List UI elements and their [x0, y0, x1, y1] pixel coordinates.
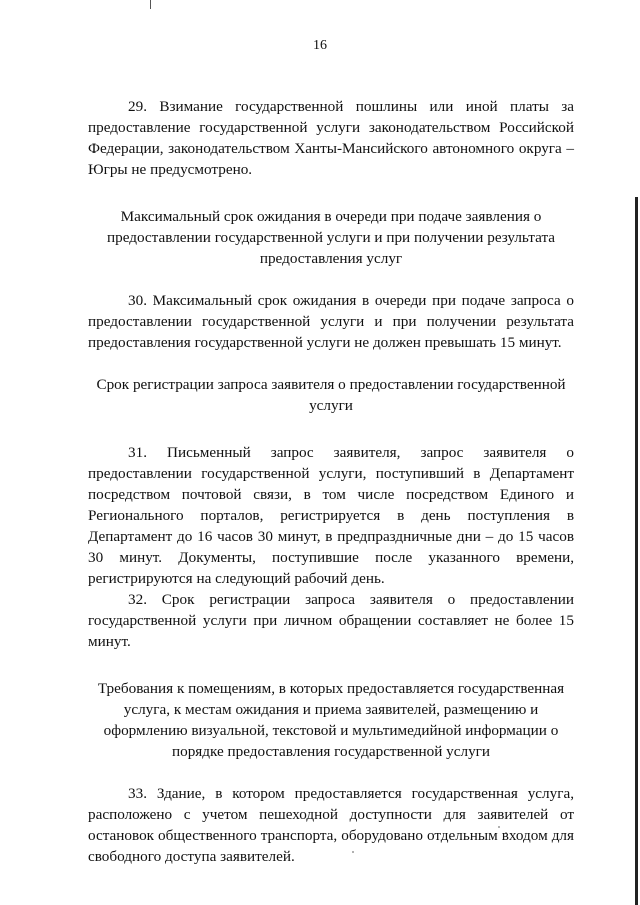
scan-edge-shadow — [635, 197, 638, 905]
document-body — [88, 96, 574, 867]
heading-line: Максимальный срок ожидания в очереди при подаче заявления о — [120, 208, 542, 225]
heading-line: предоставления услуг — [259, 250, 403, 267]
paragraph-29: 29. Взимание государственной пошлины или иной платы за предоставление государственной услуги законодательством Российской Федерации, законодательством Ханты-Мансийского автономного округа – Югры не предусмотрено. — [88, 98, 574, 178]
heading-line: оформлению визуальной, текстовой и мультимедийной информации о — [103, 722, 559, 739]
heading-line: Срок регистрации запроса заявителя о предоставлении государственной — [96, 376, 566, 393]
heading-line: предоставлении государственной услуги и при получении результата — [106, 229, 556, 246]
heading-registration-time — [88, 374, 574, 416]
heading-line: услуга, к местам ожидания и приема заявителей, размещению и — [123, 701, 539, 718]
page-number: 16 — [313, 38, 327, 53]
heading-line: Требования к помещениям, в которых предоставляется государственная — [97, 680, 565, 697]
scan-artifact-mark — [150, 0, 151, 9]
paragraph-33: 33. Здание, в котором предоставляется государственная услуга, расположено с учетом пешеходной доступности для заявителей от остановок общественного транспорта, оборудовано отдельным входом для свободного доступа заявителей. — [88, 785, 574, 865]
paragraph-30: 30. Максимальный срок ожидания в очереди при подаче запроса о предоставлении государственной услуги и при получении результата предоставления государственной услуги не должен превышать 15 минут. — [88, 292, 574, 351]
heading-premises-requirements — [88, 678, 574, 762]
paragraph-31: 31. Письменный запрос заявителя, запрос заявителя о предоставлении государственной услуги, поступивший в Департамент посредством почтовой связи, в том числе посредством Единого и Регионального порталов, регистрируется в день поступления в Департамент до 16 часов 30 минут, в предпраздничные дни – до 15 часов 30 минут. Документы, поступившие после указанного времени, регистрируются на следующий рабочий день. — [88, 444, 574, 587]
heading-line: услуги — [309, 397, 353, 414]
heading-line: порядке предоставления государственной услуги — [171, 743, 491, 760]
heading-queue-waiting-time — [88, 206, 574, 269]
paragraph-32: 32. Срок регистрации запроса заявителя о предоставлении государственной услуги при личном обращении составляет не более 15 минут. — [88, 591, 574, 650]
